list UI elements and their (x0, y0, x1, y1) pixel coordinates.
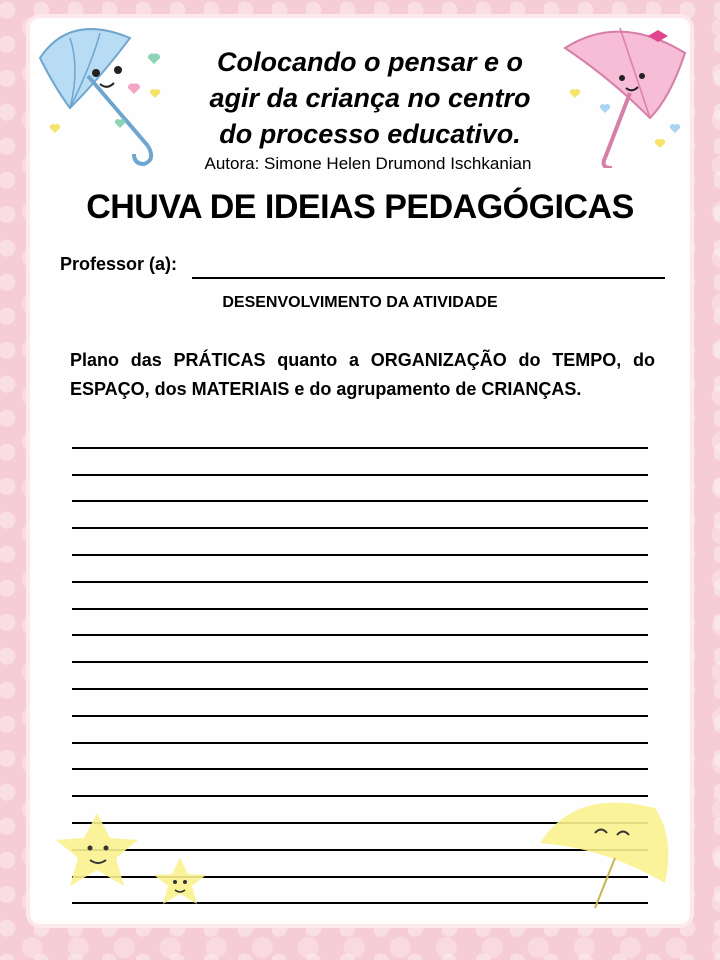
writing-line[interactable] (72, 476, 648, 503)
writing-line[interactable] (72, 744, 648, 771)
teacher-blank-line[interactable] (192, 277, 665, 279)
section-title: DESENVOLVIMENTO DA ATIVIDADE (222, 294, 498, 311)
author-credit: Autora: Simone Helen Drumond Ischkanian (204, 154, 532, 173)
title-line-1: Colocando o pensar e o (216, 47, 524, 77)
worksheet-subtitle (180, 44, 560, 152)
writing-line[interactable] (72, 502, 648, 529)
writing-line[interactable] (72, 449, 648, 476)
pink-umbrella-icon (560, 18, 690, 168)
teacher-label: Professor (a): (60, 254, 178, 274)
writing-line[interactable] (72, 422, 648, 449)
title-line-2: agir da criança no centro (209, 83, 531, 113)
instruction-text: Plano das PRÁTICAS quanto a ORGANIZAÇÃO do TEMPO, do ESPAÇO, dos MATERIAIS e do agrupamento de CRIANÇAS. (70, 350, 655, 399)
writing-line[interactable] (72, 610, 648, 637)
writing-line[interactable] (72, 663, 648, 690)
yellow-umbrella-icon (535, 788, 680, 918)
worksheet-page (30, 18, 690, 924)
teacher-field[interactable] (60, 248, 665, 284)
smiling-stars-icon (52, 808, 222, 918)
title-line-3: do processo educativo. (219, 119, 521, 149)
writing-line[interactable] (72, 717, 648, 744)
writing-line[interactable] (72, 636, 648, 663)
writing-line[interactable] (72, 583, 648, 610)
page-title: CHUVA DE IDEIAS PEDAGÓGICAS (86, 188, 634, 226)
writing-line[interactable] (72, 690, 648, 717)
writing-line[interactable] (72, 556, 648, 583)
writing-line[interactable] (72, 529, 648, 556)
blue-umbrella-icon (30, 18, 180, 168)
